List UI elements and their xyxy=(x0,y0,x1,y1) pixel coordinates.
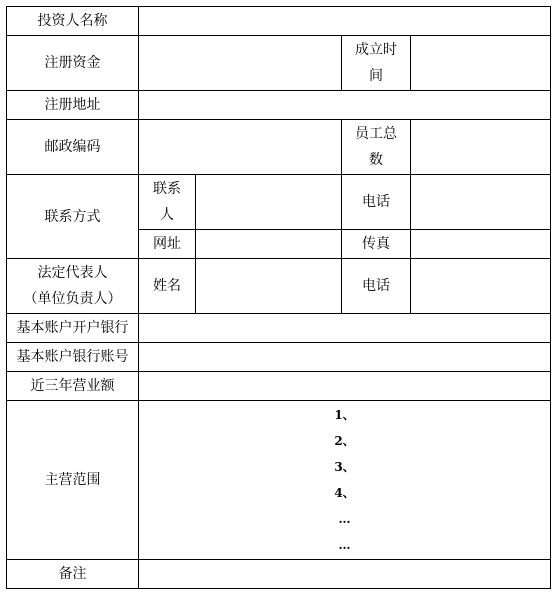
registered-address-field[interactable] xyxy=(139,91,551,120)
fax-field[interactable] xyxy=(411,230,551,259)
phone-2-field[interactable] xyxy=(411,259,551,314)
label-legal-representative xyxy=(7,259,139,314)
label-website: 网址 xyxy=(139,230,196,259)
label-basic-account-number: 基本账户银行账号 xyxy=(7,343,139,372)
label-revenue-3y: 近三年营业额 xyxy=(7,372,139,401)
investor-name-field[interactable] xyxy=(139,7,551,36)
label-registered-capital: 注册资金 xyxy=(7,36,139,91)
label-phone: 电话 xyxy=(342,175,411,230)
label-phone-2: 电话 xyxy=(342,259,411,314)
main-business-item: … xyxy=(338,512,351,526)
established-time-field[interactable] xyxy=(411,36,551,91)
main-business-item: 2、 xyxy=(334,434,355,448)
label-established-time xyxy=(342,36,411,91)
basic-account-bank-field[interactable] xyxy=(139,314,551,343)
basic-account-number-field[interactable] xyxy=(139,343,551,372)
registered-capital-field[interactable] xyxy=(139,36,342,91)
label-registered-address: 注册地址 xyxy=(7,91,139,120)
label-legal-representative-line2: （单位负责人） xyxy=(23,291,122,307)
label-legal-representative-line1: 法定代表人 xyxy=(37,265,108,281)
main-business-item: 1、 xyxy=(334,408,355,422)
label-total-employees-line2: 数 xyxy=(369,152,383,168)
label-contact-person xyxy=(139,175,196,230)
main-business-item: 4、 xyxy=(334,486,355,500)
contact-person-field[interactable] xyxy=(196,175,342,230)
main-business-field[interactable] xyxy=(139,401,551,560)
label-established-time-line2: 间 xyxy=(369,68,383,84)
label-basic-account-bank: 基本账户开户银行 xyxy=(7,314,139,343)
name-field[interactable] xyxy=(196,259,342,314)
revenue-3y-field[interactable] xyxy=(139,372,551,401)
main-business-item: 3、 xyxy=(334,460,355,474)
label-remarks: 备注 xyxy=(7,560,139,589)
website-field[interactable] xyxy=(196,230,342,259)
label-established-time-line1: 成立时 xyxy=(355,42,397,58)
label-investor-name: 投资人名称 xyxy=(7,7,139,36)
label-fax: 传真 xyxy=(342,230,411,259)
label-total-employees-line1: 员工总 xyxy=(355,126,397,142)
label-contact-person-line2: 人 xyxy=(160,207,174,223)
total-employees-field[interactable] xyxy=(411,120,551,175)
main-business-list xyxy=(139,402,550,558)
label-main-business: 主营范围 xyxy=(7,401,139,560)
label-contact-method: 联系方式 xyxy=(7,175,139,259)
phone-field[interactable] xyxy=(411,175,551,230)
company-info-form xyxy=(6,6,551,589)
postal-code-field[interactable] xyxy=(139,120,342,175)
label-postal-code: 邮政编码 xyxy=(7,120,139,175)
main-business-item: … xyxy=(338,538,351,552)
label-total-employees xyxy=(342,120,411,175)
label-contact-person-line1: 联系 xyxy=(153,181,181,197)
remarks-field[interactable] xyxy=(139,560,551,589)
label-name: 姓名 xyxy=(139,259,196,314)
